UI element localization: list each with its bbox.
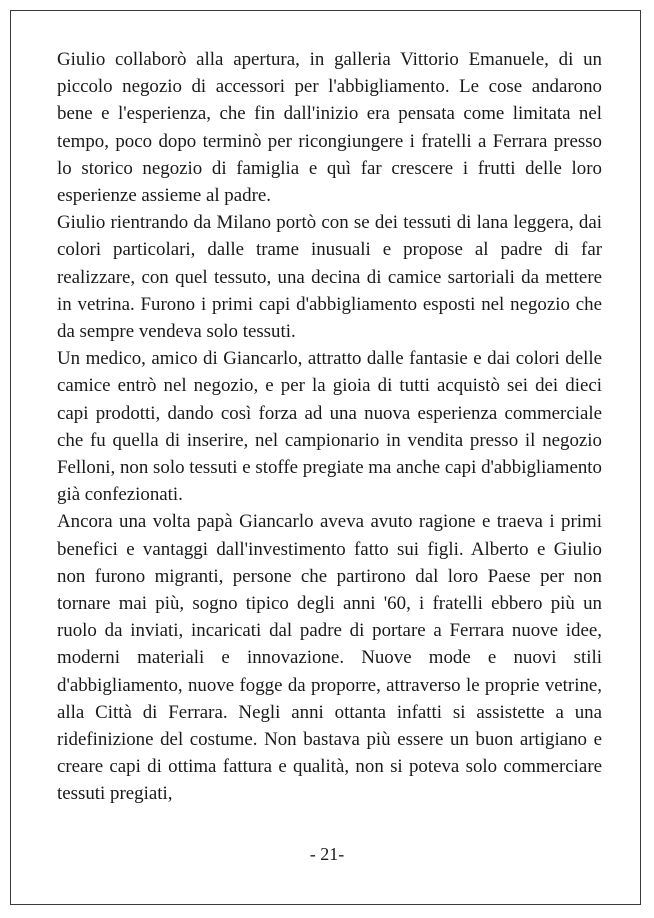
- paragraph-3: Un medico, amico di Giancarlo, attratto dalle fantasie e dai colori delle camice entrò nel negozio, e per la gioia di tutti acquistò sei dei dieci capi prodotti, dando così forza ad una nuova esperienza commerciale che fu quella di inserire, nel campionario in vendita presso il negozio Felloni, non solo tessuti e stoffe pregiate ma anche capi d'abbigliamento già confezionati.: [57, 348, 602, 506]
- paragraph-1: Giulio collaborò alla apertura, in galleria Vittorio Emanuele, di un piccolo negozio di accessori per l'abbigliamento. Le cose andarono bene e l'esperienza, che fin dall'inizio era pensata come limitata nel tempo, poco dopo terminò per ricongiungere i fratelli a Ferrara presso lo storico negozio di famiglia e quì far crescere i frutti delle loro esperienze assieme al padre.: [57, 49, 602, 207]
- page-number: - 21-: [309, 844, 345, 864]
- paragraph-2: Giulio rientrando da Milano portò con se dei tessuti di lana leggera, dai colori particolari, dalle trame inusuali e propose al padre di far realizzare, con quel tessuto, una decina di camice sartoriali da mettere in vetrina. Furono i primi capi d'abbigliamento esposti nel negozio che da sempre vendeva solo tessuti.: [57, 212, 602, 343]
- paragraph-4: Ancora una volta papà Giancarlo aveva avuto ragione e traeva i primi benefici e vantaggi dall'investimento fatto sui figli. Alberto e Giulio non furono migranti, persone che partirono dal loro Paese per non tornare mai più, sogno tipico degli anni '60, i fratelli ebbero più un ruolo da inviati, incaricati dal padre di portare a Ferrara nuove idee, moderni materiali e innovazione. Nuove mode e nuovi stili d'abbigliamento, nuove fogge da proporre, attraverso le proprie vetrine, alla Città di Ferrara. Negli anni ottanta infatti si assistette a una ridefinizione del costume. Non bastava più essere un buon artigiano e creare capi di ottima fattura e qualità, non si poteva solo commerciare tessuti pregiati,: [57, 511, 602, 805]
- page-body: [57, 46, 602, 808]
